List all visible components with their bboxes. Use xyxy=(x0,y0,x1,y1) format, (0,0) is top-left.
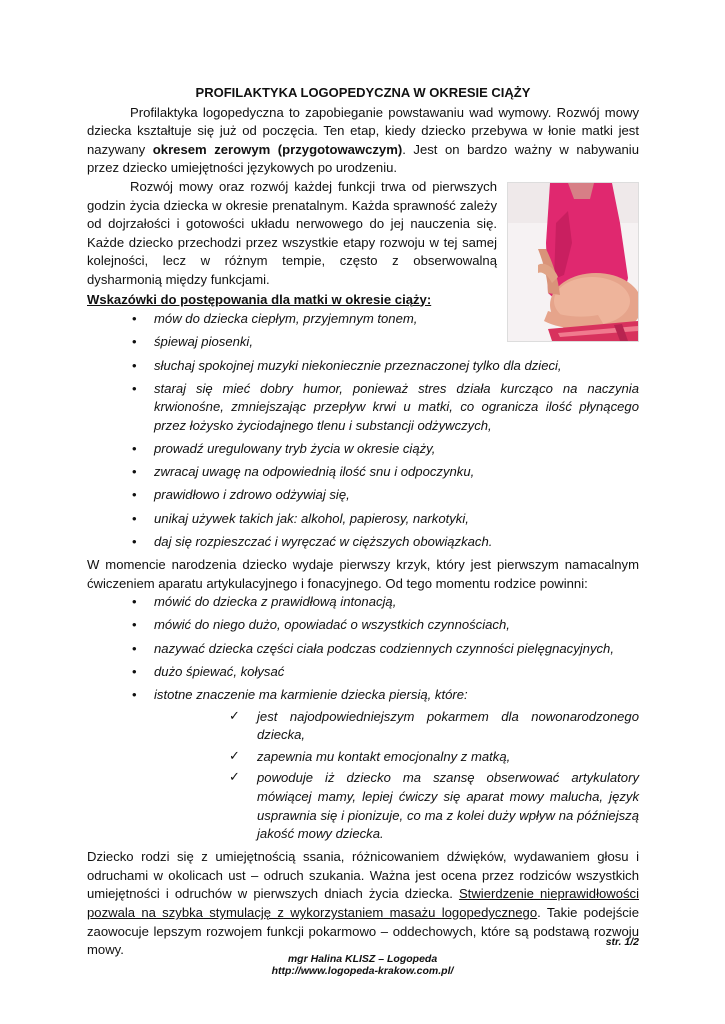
birth-paragraph: W momencie narodzenia dziecko wydaje pierwszy krzyk, który jest pierwszym namacalnym ćwiczeniem aparatu artykulacyjnego i fonacyjnego. Od tego momentu rodzice powinni: xyxy=(87,557,639,591)
page-title: PROFILAKTYKA LOGOPEDYCZNA W OKRESIE CIĄŻY xyxy=(195,85,531,100)
list-item-text: istotne znaczenie ma karmienie dziecka piersią, które: xyxy=(154,686,468,702)
breastfeeding-list xyxy=(154,708,639,844)
list-item xyxy=(154,708,639,745)
list-item xyxy=(87,616,639,635)
list-item xyxy=(87,593,639,612)
list-item xyxy=(87,663,639,682)
intro-text: Profilaktyka logopedyczna to zapobieganie powstawaniu wad wymowy. Rozwój mowy dziecka kształtuje się już od poczęcia. Ten etap, kiedy dziecko przebywa w łonie matki jest nazywany xyxy=(87,104,639,157)
intro-bold-term: okresem zerowym (przygotowawczym) xyxy=(152,141,403,157)
bullet-icon: • xyxy=(132,663,137,679)
list-item xyxy=(87,686,639,844)
check-icon: ✓ xyxy=(229,770,240,786)
bullet-icon: • xyxy=(132,464,137,480)
intro-text-end: . Jest on bardzo ważny w nabywaniu przez dziecko umiejętności językowych po urodzeniu. xyxy=(87,141,639,176)
list-item xyxy=(87,640,639,659)
list-item-text: mówić do niego dużo, opowiadać o wszystkich czynnościach, xyxy=(154,617,510,633)
list-item xyxy=(87,533,639,552)
bullet-icon: • xyxy=(132,487,137,503)
bullet-icon: • xyxy=(132,510,137,526)
list-item-text: dużo śpiewać, kołysać xyxy=(154,663,285,679)
list-item xyxy=(87,357,639,376)
page-footer xyxy=(0,936,725,977)
list-item xyxy=(87,333,639,352)
bullet-icon: • xyxy=(132,380,137,396)
list-item xyxy=(154,769,639,843)
bullet-icon: • xyxy=(132,533,137,549)
list-item xyxy=(87,440,639,459)
list-item-text: daj się rozpieszczać i wyręczać w cięższych obowiązkach. xyxy=(154,533,493,549)
bullet-icon: • xyxy=(132,594,137,610)
list-item xyxy=(87,486,639,505)
tips-heading: Wskazówki do postępowania dla matki w okresie ciąży: xyxy=(87,291,432,307)
list-item-text: nazywać dziecka części ciała podczas codziennych czynności pielęgnacyjnych, xyxy=(154,640,614,656)
list-item-text: powoduje iż dziecko ma szansę obserwować artykulatory mówiącej mamy, lepiej ćwiczy się aparat mowy malucha, język usprawnia się i pionizuje, co ma z kolei duży wpływ na późniejszą jakość mowy dziecka. xyxy=(257,770,639,842)
intro-paragraph xyxy=(87,104,639,178)
author-line: mgr Halina KLISZ – Logopeda xyxy=(287,953,438,965)
list-item-text: zwracaj uwagę na odpowiednią ilość snu i odpoczynku, xyxy=(154,464,475,480)
bullet-icon: • xyxy=(132,441,137,457)
page-number: str. 1/2 xyxy=(605,936,639,948)
check-icon: ✓ xyxy=(229,748,240,764)
bullet-icon: • xyxy=(132,311,137,327)
list-item-text: zapewnia mu kontakt emocjonalny z matką, xyxy=(257,748,511,764)
reflexes-text: Dziecko rodzi się z umiejętnością ssania, różnicowaniem dźwięków, wydawaniem głosu i odruchami w okolicach ust – odruch szukania. Ważna jest ocena przez rodziców wszystkich umiejętności i odruchów w pierwszych dniach życia dziecka. xyxy=(87,849,639,902)
reflexes-text-end: . Takie podejście zaowocuje lepszym rozwojem funkcji pokarmowo – oddechowych, które są podstawą rozwoju mowy. xyxy=(87,905,639,958)
development-paragraph: Rozwój mowy oraz rozwój każdej funkcji trwa od pierwszych godzin życia dziecka w okresie prenatalnym. Każda sprawność zależy od dojrzałości i gotowości układu nerwowego do jej nauczenia się. Każde dziecko przechodzi przez wszystkie etapy rozwoju w tej samej kolejności, lecz w różnym tempie, często z obserwowalną dysharmonią między funkcjami. xyxy=(87,178,497,287)
list-item xyxy=(154,748,639,767)
bullet-icon: • xyxy=(132,617,137,633)
list-item-text: słuchaj spokojnej muzyki niekoniecznie przeznaczonej tylko dla dzieci, xyxy=(154,357,562,373)
list-item xyxy=(87,310,639,329)
check-icon: ✓ xyxy=(229,708,240,724)
document-body xyxy=(87,84,639,960)
list-item-text: prowadź uregulowany tryb życia w okresie ciąży, xyxy=(154,441,436,457)
list-item-text: unikaj używek takich jak: alkohol, papierosy, narkotyki, xyxy=(154,510,469,526)
list-item-text: jest najodpowiedniejszym pokarmem dla nowonarodzonego dziecka, xyxy=(257,708,639,743)
mother-tips-list xyxy=(87,310,639,551)
bullet-icon: • xyxy=(132,334,137,350)
list-item-text: mówić do dziecka z prawidłową intonacją, xyxy=(154,594,397,610)
list-item xyxy=(87,510,639,529)
list-item-text: mów do dziecka ciepłym, przyjemnym tonem, xyxy=(154,311,418,327)
list-item-text: śpiewaj piosenki, xyxy=(154,334,253,350)
parent-tips-list xyxy=(87,593,639,844)
bullet-icon: • xyxy=(132,357,137,373)
list-item-text: prawidłowo i zdrowo odżywiaj się, xyxy=(154,487,350,503)
reflexes-underlined: Stwierdzenie nieprawidłowości pozwala na szybka stymulację z wykorzystaniem masażu logopedycznego xyxy=(87,886,639,921)
website-url: http://www.logopeda-krakow.com.pl/ xyxy=(271,965,454,977)
list-item xyxy=(87,380,639,436)
list-item xyxy=(87,463,639,482)
list-item-text: staraj się mieć dobry humor, ponieważ stres działa kurcząco na naczynia krwionośne, zmniejszając przepływ krwi u matki, co ogranicza ilość płynącego przez łożysko życiodajnego tlenu i substancji odżywczych, xyxy=(154,380,639,433)
bullet-icon: • xyxy=(132,686,137,702)
bullet-icon: • xyxy=(132,640,137,656)
